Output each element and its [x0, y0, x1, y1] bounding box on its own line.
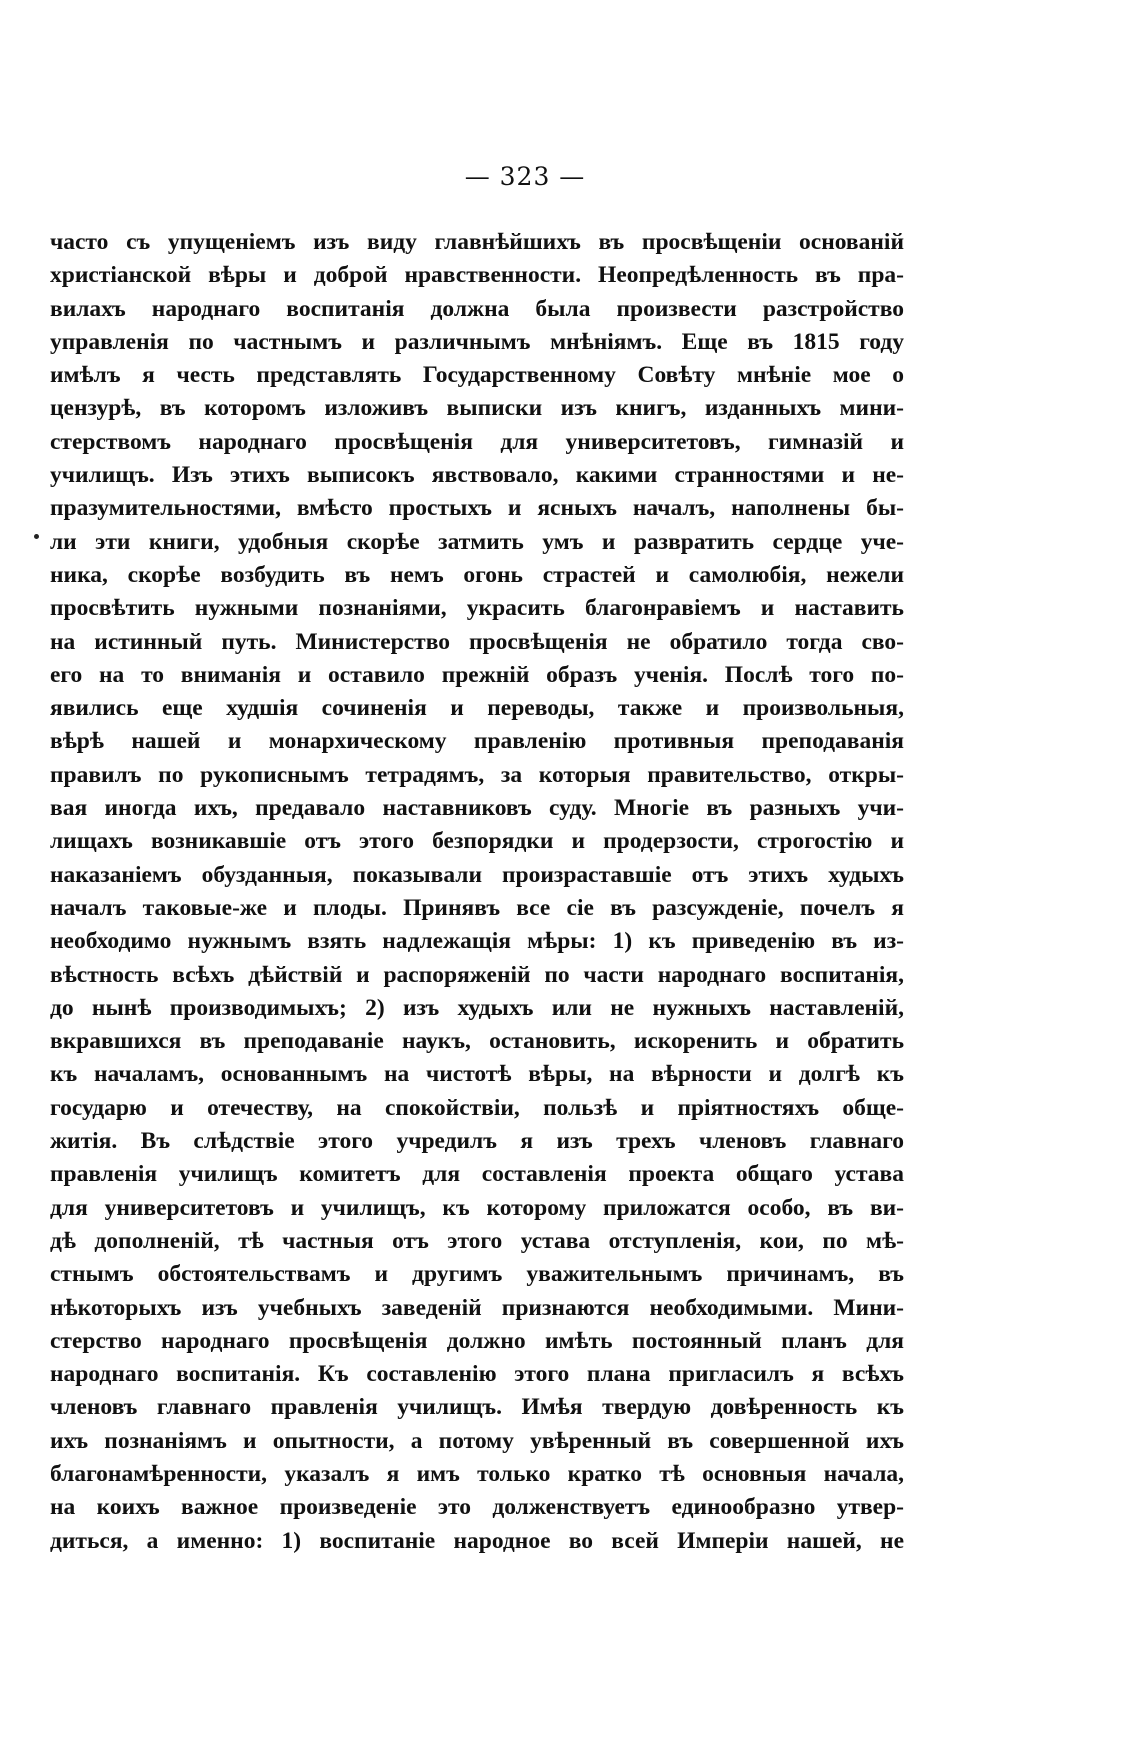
text-line: нѣкоторыхъ изъ учебныхъ заведеній признаются необходимыми. Мини-: [50, 1294, 904, 1321]
text-line: вкравшихся въ преподаваніе наукъ, остановить, искоренить и обратить: [50, 1028, 904, 1055]
text-line: благонамѣренности, указалъ я имъ только кратко тѣ основныя начала,: [50, 1460, 904, 1487]
text-line: управленія по частнымъ и различнымъ мнѣніямъ. Еще въ 1815 году: [50, 328, 904, 355]
text-line: училищъ. Изъ этихъ выписокъ явствовало, какими странностями и не-: [50, 462, 904, 489]
text-line: къ началамъ, основаннымъ на чистотѣ вѣры, на вѣрности и долгѣ къ: [50, 1061, 904, 1088]
text-line: вѣрѣ нашей и монархическому правленію противныя преподаванія: [50, 728, 904, 755]
text-line: дѣ дополненій, тѣ частныя отъ этого устава отступленія, кои, по мѣ-: [50, 1227, 904, 1254]
text-line: на коихъ важное произведеніе это долженствуетъ единообразно утвер-: [50, 1494, 904, 1521]
text-line: народнаго воспитанія. Къ составленію этого плана пригласилъ я всѣхъ: [50, 1361, 904, 1388]
text-line: правилъ по рукописнымъ тетрадямъ, за которыя правительство, откры-: [50, 761, 904, 788]
text-line: цензурѣ, въ которомъ изложивъ выписки изъ книгъ, изданныхъ мини-: [50, 395, 904, 422]
text-line: вѣстность всѣхъ дѣйствій и распоряженій по части народнаго воспитанія,: [50, 961, 904, 988]
body-text: [50, 226, 904, 1558]
text-line: празумительностями, вмѣсто простыхъ и ясныхъ началъ, наполнены бы-: [50, 495, 904, 522]
text-line: ника, скорѣе возбудить въ немъ огонь страстей и самолюбія, нежели: [50, 561, 904, 588]
text-line: для университетовъ и училищъ, къ которому приложатся особо, въ ви-: [50, 1194, 904, 1221]
text-line: членовъ главнаго правленія училищъ. Имѣя твердую довѣренность къ: [50, 1394, 904, 1421]
text-line: лищахъ возникавшіе отъ этого безпорядки и продерзости, строгостію и: [50, 828, 904, 855]
text-line: государю и отечеству, на спокойствіи, пользѣ и пріятностяхъ обще-: [50, 1094, 904, 1121]
text-line: вилахъ народнаго воспитанія должна была произвести разстройство: [50, 295, 904, 322]
text-line: христіанской вѣры и доброй нравственности. Неопредѣленность въ пра-: [50, 262, 904, 289]
text-line: диться, а именно: 1) воспитаніе народное во всей Имперіи нашей, не: [50, 1527, 904, 1554]
text-line: началъ таковые-же и плоды. Принявъ все сіе въ разсужденіе, почелъ я: [50, 894, 904, 921]
text-line: явились еще худшія сочиненія и переводы, также и произвольныя,: [50, 695, 904, 722]
text-line: стерство народнаго просвѣщенія должно имѣть постоянный планъ для: [50, 1327, 904, 1354]
text-line: житія. Въ слѣдствіе этого учредилъ я изъ трехъ членовъ главнаго: [50, 1128, 904, 1155]
text-line: имѣлъ я честь представлять Государственному Совѣту мнѣніе мое о: [50, 362, 904, 389]
text-line: часто съ упущеніемъ изъ виду главнѣйшихъ въ просвѣщеніи основаній: [50, 229, 904, 255]
text-line: просвѣтить нужными познаніями, украсить благонравіемъ и наставить: [50, 595, 904, 622]
text-line: наказаніемъ обузданныя, показывали произраставшіе отъ этихъ худыхъ: [50, 861, 904, 888]
text-line: его на то вниманія и оставило прежній образъ ученія. Послѣ того по-: [50, 661, 904, 688]
page-number: — 323 —: [464, 162, 586, 191]
margin-mark: [34, 534, 39, 539]
text-line: стерствомъ народнаго просвѣщенія для университетовъ, гимназій и: [50, 428, 904, 455]
text-line: ихъ познаніямъ и опытности, а потому увѣренный въ совершенной ихъ: [50, 1427, 904, 1454]
text-line: до нынѣ производимыхъ; 2) изъ худыхъ или не нужныхъ наставленій,: [50, 994, 904, 1021]
text-line: ли эти книги, удобныя скорѣе затмить умъ и развратить сердце уче-: [50, 528, 904, 555]
text-line: вая иногда ихъ, предавало наставниковъ суду. Многіе въ разныхъ учи-: [50, 795, 904, 822]
text-line: на истинный путь. Министерство просвѣщенія не обратило тогда сво-: [50, 628, 904, 655]
text-line: правленія училищъ комитетъ для составленія проекта общаго устава: [50, 1161, 904, 1188]
text-line: необходимо нужнымъ взять надлежащія мѣры: 1) къ приведенію въ из-: [50, 928, 904, 955]
text-line: стнымъ обстоятельствамъ и другимъ уважительнымъ причинамъ, въ: [50, 1261, 904, 1288]
